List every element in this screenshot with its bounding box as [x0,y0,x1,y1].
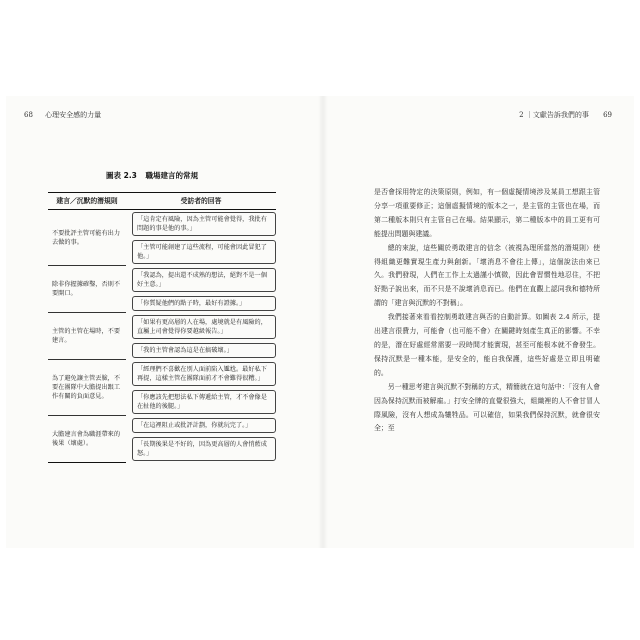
left-running-title: 心理安全感的力量 [45,111,102,119]
response-quote: 「這肯定有風險，因為主管可能會覺得，我批有問題的事是他的事。」 [132,212,276,236]
left-running-header [24,110,101,120]
figure-caption [106,170,198,181]
response-quote: 「主管可能創建了這些流程，可能會因此冒犯了他。」 [132,240,276,264]
response-cell [126,238,276,266]
figure-label: 圖表 2.3 [106,171,137,180]
body-paragraph: 我們接著來看看控制勇敢建言與否的自動計算。如圖表 2.4 所示，提出建言很費力，可能會（也可能不會）在關鍵時刻產生真正的影響。不幸的是，潛在好處經常需要一段時間才能實現，甚至可能根本就不會發生。保持沉默是一種本能，是安全的，能自我保護，這些好處是立即且明確的。 [374,313,600,377]
response-quote: 「我的主管會認為這是在搞破壞。」 [132,343,276,358]
rule-cell: 不要批評主管可能有出力去做的事。 [48,210,126,266]
rule-cell: 主管的主管在場時，不要建言。 [48,313,126,360]
rule-cell: 除非你握據確鑿，否則不要開口。 [48,266,126,313]
body-paragraph: 總的來說，這些關於勇敢建言的信念（被視為理所當然的潛規則）使得組織更難實現生產力與創新。「壞消息不會往上傳」，這個說法由來已久。我們發現，人們在工作上太過謹小慎微，因此會習慣性地忍住，不把好點子說出來，而不只是不說壞消息而已。他們在直觀上認同我和德特所謂的「建言與沉默的不對稱」。 [374,243,600,308]
response-quote: 「經理們不喜歡在別人面前陷入尷尬。最好私下再提，這樣主管在團隊面前才不會難得很糟。」 [132,362,276,386]
response-cell [126,341,276,360]
response-cell [126,388,276,416]
response-quote: 「如果有更高層的人在場，處境就是有風險的，直屬上司會覺得你要越級報告。」 [132,315,276,339]
body-paragraph: 另一種思考建言與沉默不對稱的方式，精簡就在這句話中：「沒有人會因為保持沉默而被解雇。」打安全牌的直覺很強大，組織裡的人不會甘冒人際風險，沒有人想成為犧牲品。可以確信，如果我們保持沉默，就會很安全；至 [374,382,600,433]
response-quote: 「我認為，提出還不成熟的想法，絕對不是一個好主意。」 [132,268,276,292]
right-page-number: 69 [603,111,612,119]
table-row [48,416,276,435]
response-cell [126,360,276,388]
right-running-title: 2 ｜文獻告訴我們的事 [519,111,589,119]
response-cell [126,435,276,463]
response-cell [126,294,276,313]
column-header-rule: 建言／沉默的潛規則 [48,192,126,210]
figure-title: 職場建言的常規 [145,171,199,180]
response-quote: 「你質疑他們的點子時，最好有證據。」 [132,296,276,311]
table-row [48,360,276,388]
table-row [48,266,276,294]
response-quote: 「你應該先把想法私下傳遞給主管，才不會像是在扯他的後腿。」 [132,390,276,414]
response-cell [126,266,276,294]
table-header-row [48,192,276,210]
body-paragraph: 是否會採用特定的決策原則，例如，有一個虛擬情境涉及某員工想跟主管分享一項重要修正；這個虛擬情境的版本之一，是主管的主管也在場，而第二種版本則只有主管自己在場。結果顯示，第二種版本中的員工更有可能提出問題與建議。 [374,188,600,238]
right-running-header [519,110,612,120]
response-cell [126,416,276,435]
rule-cell: 為了避免讓主管丟臉，不要在團隊中大膽提出跟工作有關的負面意見。 [48,360,126,416]
table-row [48,313,276,341]
voice-rules-table [48,192,276,463]
right-page-body [374,186,600,436]
response-quote: 「在這裡阻止或批評計劃，你就玩完了。」 [132,418,276,433]
book-gutter [318,96,328,548]
column-header-response: 受訪者的回答 [126,192,276,210]
left-page-number: 68 [24,111,33,119]
response-quote: 「長期後果是不好的，因為更高層的人會悄藍成怒。」 [132,437,276,461]
response-cell [126,210,276,238]
book-spread [6,96,634,548]
response-cell [126,313,276,341]
rule-cell: 大膽建言會為職涯帶來的後果（壞處）。 [48,416,126,463]
table-row [48,210,276,238]
